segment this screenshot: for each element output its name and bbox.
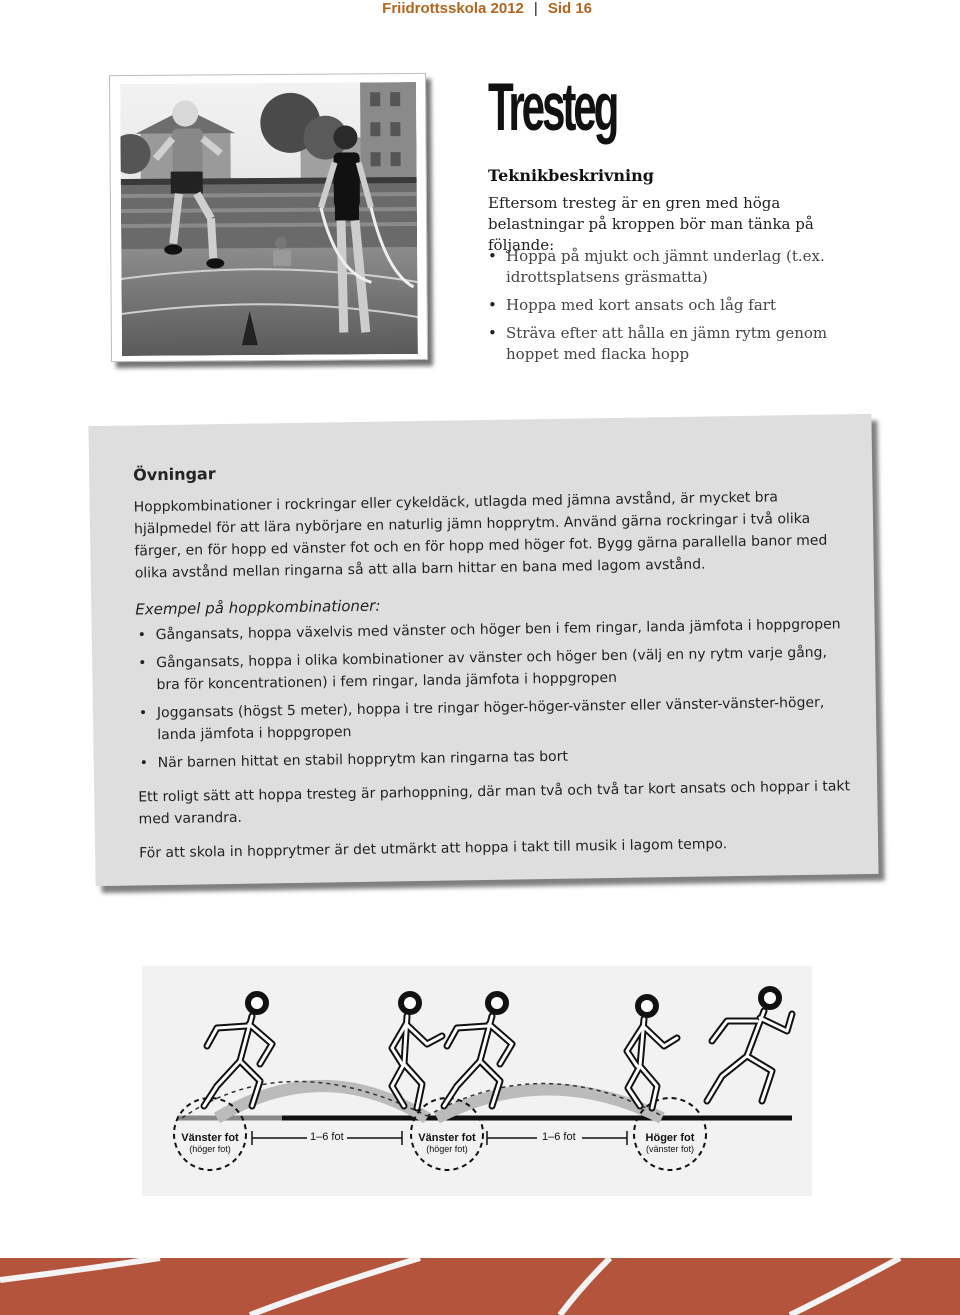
list-item: • Sträva efter att hålla en jämn rytm genom hoppet med flacka hopp — [488, 323, 878, 365]
list-item: • Gångansats, hoppa växelvis med vänster och höger ben i fem ringar, landa jämfota i hoppgropen — [136, 613, 851, 646]
header-separator: | — [533, 0, 538, 17]
technique-list — [488, 246, 878, 372]
distance-label-2: 1–6 fot — [542, 1131, 576, 1143]
exercises-intro: Hoppkombinationer i rockringar eller cykeldäck, utlagda med jämna avstånd, är mycket bra hjälpmedel för att lära nybörjare en naturlig jämn hopprytm. Använd gärna rockringar i två olika färger, en för hopp ed vänster fot och en för hopp med höger fot. Bygg gärna parallella banor med olika avstånd mellan ringarna så att alla barn hittar en bana med lagom avstånd. — [133, 489, 828, 582]
examples-title: Exempel på hoppkombinationer: — [135, 596, 381, 619]
list-item: • När barnen hittat en stabil hopprytm kan ringarna tas bort — [138, 741, 853, 774]
pair-jumping-paragraph: Ett roligt sätt att hoppa tresteg är parhoppning, där man två och två tar kort ansats och hoppar i takt med varandra. — [138, 778, 851, 828]
publication-name: Friidrottsskola 2012 — [382, 0, 524, 17]
step-label-2 — [412, 1132, 482, 1154]
photo-frame — [109, 73, 428, 362]
technique-intro: Eftersom tresteg är en gren med höga belastningar på kroppen bör man tänka på följande: — [488, 194, 814, 254]
list-item: • Gångansats, hoppa i olika kombinationer av vänster och höger ben (välj en ny rytm varje gång, bra för koncentrationen) i fem ringar, landa jämfota i hoppgropen — [136, 641, 852, 696]
training-photo — [120, 82, 418, 356]
step-foot-label: Vänster fot — [418, 1132, 476, 1144]
page-title: Tresteg — [488, 69, 617, 145]
music-paragraph: För att skola in hopprytmer är det utmärkt att hoppa i takt till musik i lagom tempo. — [139, 836, 728, 862]
running-track-strip — [0, 1258, 960, 1315]
exercises-content — [133, 454, 854, 864]
list-item: • Hoppa med kort ansats och låg fart — [488, 295, 878, 316]
diagram-graphic — [142, 966, 812, 1196]
list-item: • Hoppa på mjukt och jämnt underlag (t.ex. idrottsplatsens gräsmatta) — [488, 246, 878, 288]
track-graphic — [0, 1258, 960, 1315]
step-foot-alt: (höger fot) — [426, 1144, 468, 1154]
triple-jump-diagram — [142, 966, 812, 1196]
step-foot-alt: (vänster fot) — [645, 1144, 694, 1154]
distance-label-1: 1–6 fot — [310, 1131, 344, 1143]
exercises-heading: Övningar — [133, 464, 216, 485]
list-item: • Joggansats (högst 5 meter), hoppa i tre ringar höger-höger-vänster eller vänster-vänster-höger, landa jämfota i hoppgropen — [137, 691, 853, 746]
page-number: Sid 16 — [547, 0, 592, 17]
step-label-3 — [635, 1132, 705, 1154]
page-header — [382, 0, 592, 18]
step-foot-label: Vänster fot — [181, 1132, 239, 1144]
exercises-box — [88, 414, 878, 886]
technique-heading: Teknikbeskrivning — [488, 166, 654, 185]
step-label-1 — [175, 1132, 245, 1154]
examples-list — [136, 613, 853, 774]
step-foot-label: Höger fot — [645, 1132, 695, 1144]
photo-illustration — [120, 82, 418, 356]
step-foot-alt: (höger fot) — [189, 1144, 231, 1154]
